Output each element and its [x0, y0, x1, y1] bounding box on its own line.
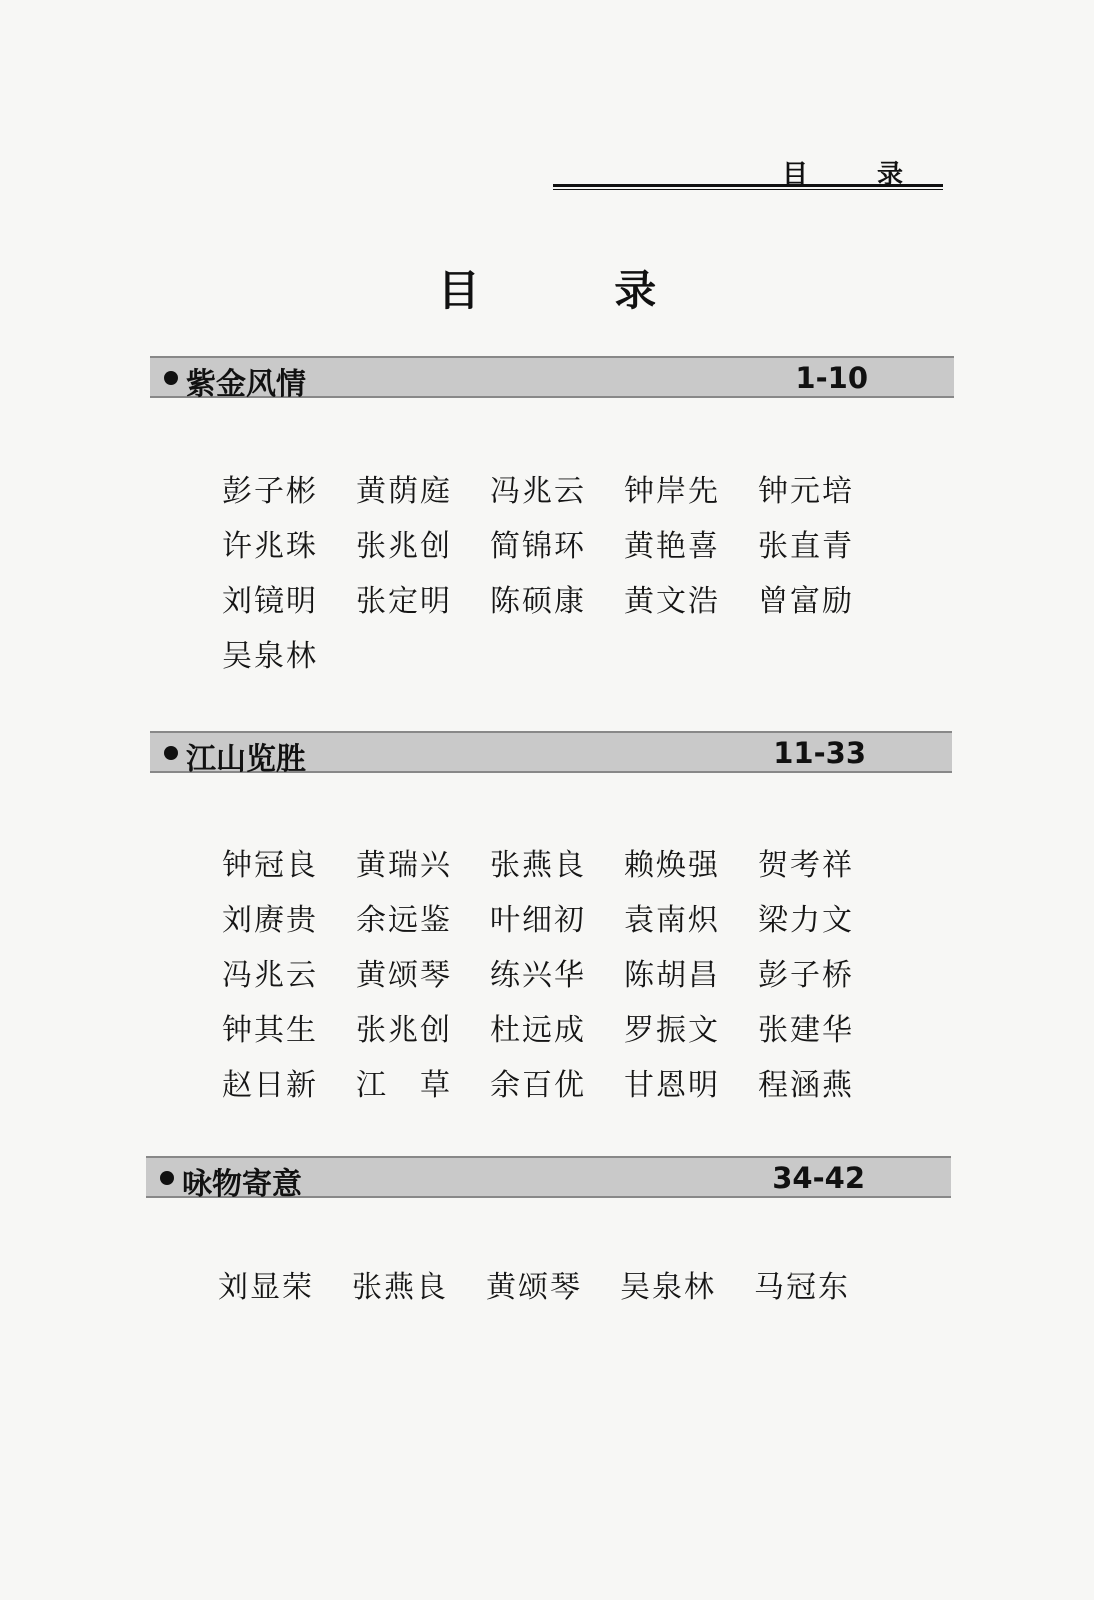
bullet-icon — [164, 371, 178, 385]
author-entry[interactable]: 余远鉴 — [356, 902, 452, 938]
section-title: 咏物寄意 — [182, 1167, 302, 1202]
author-entry[interactable]: 贺考祥 — [758, 847, 854, 883]
author-entry[interactable]: 梁力文 — [758, 902, 854, 938]
author-entry[interactable]: 钟元培 — [758, 473, 854, 509]
author-entry[interactable]: 冯兆云 — [490, 473, 586, 509]
author-entry[interactable]: 张直青 — [758, 528, 854, 564]
author-row — [222, 625, 902, 680]
author-list-jiangshan — [222, 834, 902, 1109]
author-entry[interactable]: 张燕良 — [352, 1269, 448, 1305]
section-header-jiangshan[interactable] — [150, 731, 952, 777]
author-entry[interactable]: 黄颂琴 — [356, 957, 452, 993]
author-entry[interactable]: 江 草 — [356, 1067, 452, 1103]
author-entry[interactable]: 吴泉林 — [222, 638, 318, 674]
section-page-range: 34-42 — [772, 1161, 865, 1195]
author-entry[interactable]: 杜远成 — [490, 1012, 586, 1048]
author-entry[interactable]: 黄颂琴 — [486, 1269, 582, 1305]
author-entry[interactable]: 钟岸先 — [624, 473, 720, 509]
section-page-range: 1-10 — [795, 361, 868, 395]
page-title: 目 录 — [437, 266, 717, 315]
section-header-zijin[interactable] — [150, 356, 954, 402]
author-entry[interactable]: 袁南炽 — [624, 902, 720, 938]
author-entry[interactable]: 黄文浩 — [624, 583, 720, 619]
author-entry[interactable]: 曾富励 — [758, 583, 854, 619]
author-row — [222, 999, 902, 1054]
bullet-icon — [164, 746, 178, 760]
author-entry[interactable]: 黄艳喜 — [624, 528, 720, 564]
section-title: 江山览胜 — [186, 742, 306, 777]
author-entry[interactable]: 吴泉林 — [620, 1269, 716, 1305]
author-entry[interactable]: 黄瑞兴 — [356, 847, 452, 883]
author-entry[interactable]: 张燕良 — [490, 847, 586, 883]
author-entry[interactable]: 刘赓贵 — [222, 902, 318, 938]
author-entry[interactable]: 刘镜明 — [222, 583, 318, 619]
author-list-zijin — [222, 460, 902, 680]
author-entry[interactable]: 张兆创 — [356, 1012, 452, 1048]
author-entry[interactable]: 张建华 — [758, 1012, 854, 1048]
author-entry[interactable]: 彭子彬 — [222, 473, 318, 509]
author-entry[interactable]: 冯兆云 — [222, 957, 318, 993]
author-entry[interactable]: 彭子桥 — [758, 957, 854, 993]
author-list-yongwu — [218, 1256, 898, 1311]
header-rule — [553, 184, 943, 187]
author-row — [218, 1256, 898, 1311]
running-header-text: 目 录 — [781, 160, 933, 190]
author-row — [222, 515, 902, 570]
bullet-icon — [160, 1171, 174, 1185]
author-row — [222, 834, 902, 889]
section-title: 紫金风情 — [186, 367, 306, 402]
author-entry[interactable]: 钟冠良 — [222, 847, 318, 883]
author-entry[interactable]: 陈硕康 — [490, 583, 586, 619]
author-entry[interactable]: 赖焕强 — [624, 847, 720, 883]
section-page-range: 11-33 — [773, 736, 866, 770]
author-row — [222, 460, 902, 515]
author-row — [222, 889, 902, 944]
author-row — [222, 944, 902, 999]
author-entry[interactable]: 黄荫庭 — [356, 473, 452, 509]
running-header — [553, 150, 943, 194]
author-entry[interactable]: 程涵燕 — [758, 1067, 854, 1103]
author-entry[interactable]: 许兆珠 — [222, 528, 318, 564]
author-entry[interactable]: 张兆创 — [356, 528, 452, 564]
author-row — [222, 570, 902, 625]
section-header-yongwu[interactable] — [146, 1156, 951, 1202]
author-entry[interactable]: 叶细初 — [490, 902, 586, 938]
author-entry[interactable]: 马冠东 — [754, 1269, 850, 1305]
author-row — [222, 1054, 902, 1109]
header-rule-thin — [553, 189, 943, 190]
author-entry[interactable]: 陈胡昌 — [624, 957, 720, 993]
author-entry[interactable]: 赵日新 — [222, 1067, 318, 1103]
author-entry[interactable]: 甘恩明 — [624, 1067, 720, 1103]
author-entry[interactable]: 张定明 — [356, 583, 452, 619]
author-entry[interactable]: 罗振文 — [624, 1012, 720, 1048]
author-entry[interactable]: 钟其生 — [222, 1012, 318, 1048]
author-entry[interactable]: 余百优 — [490, 1067, 586, 1103]
author-entry[interactable]: 练兴华 — [490, 957, 586, 993]
author-entry[interactable]: 刘显荣 — [218, 1269, 314, 1305]
author-entry[interactable]: 简锦环 — [490, 528, 586, 564]
